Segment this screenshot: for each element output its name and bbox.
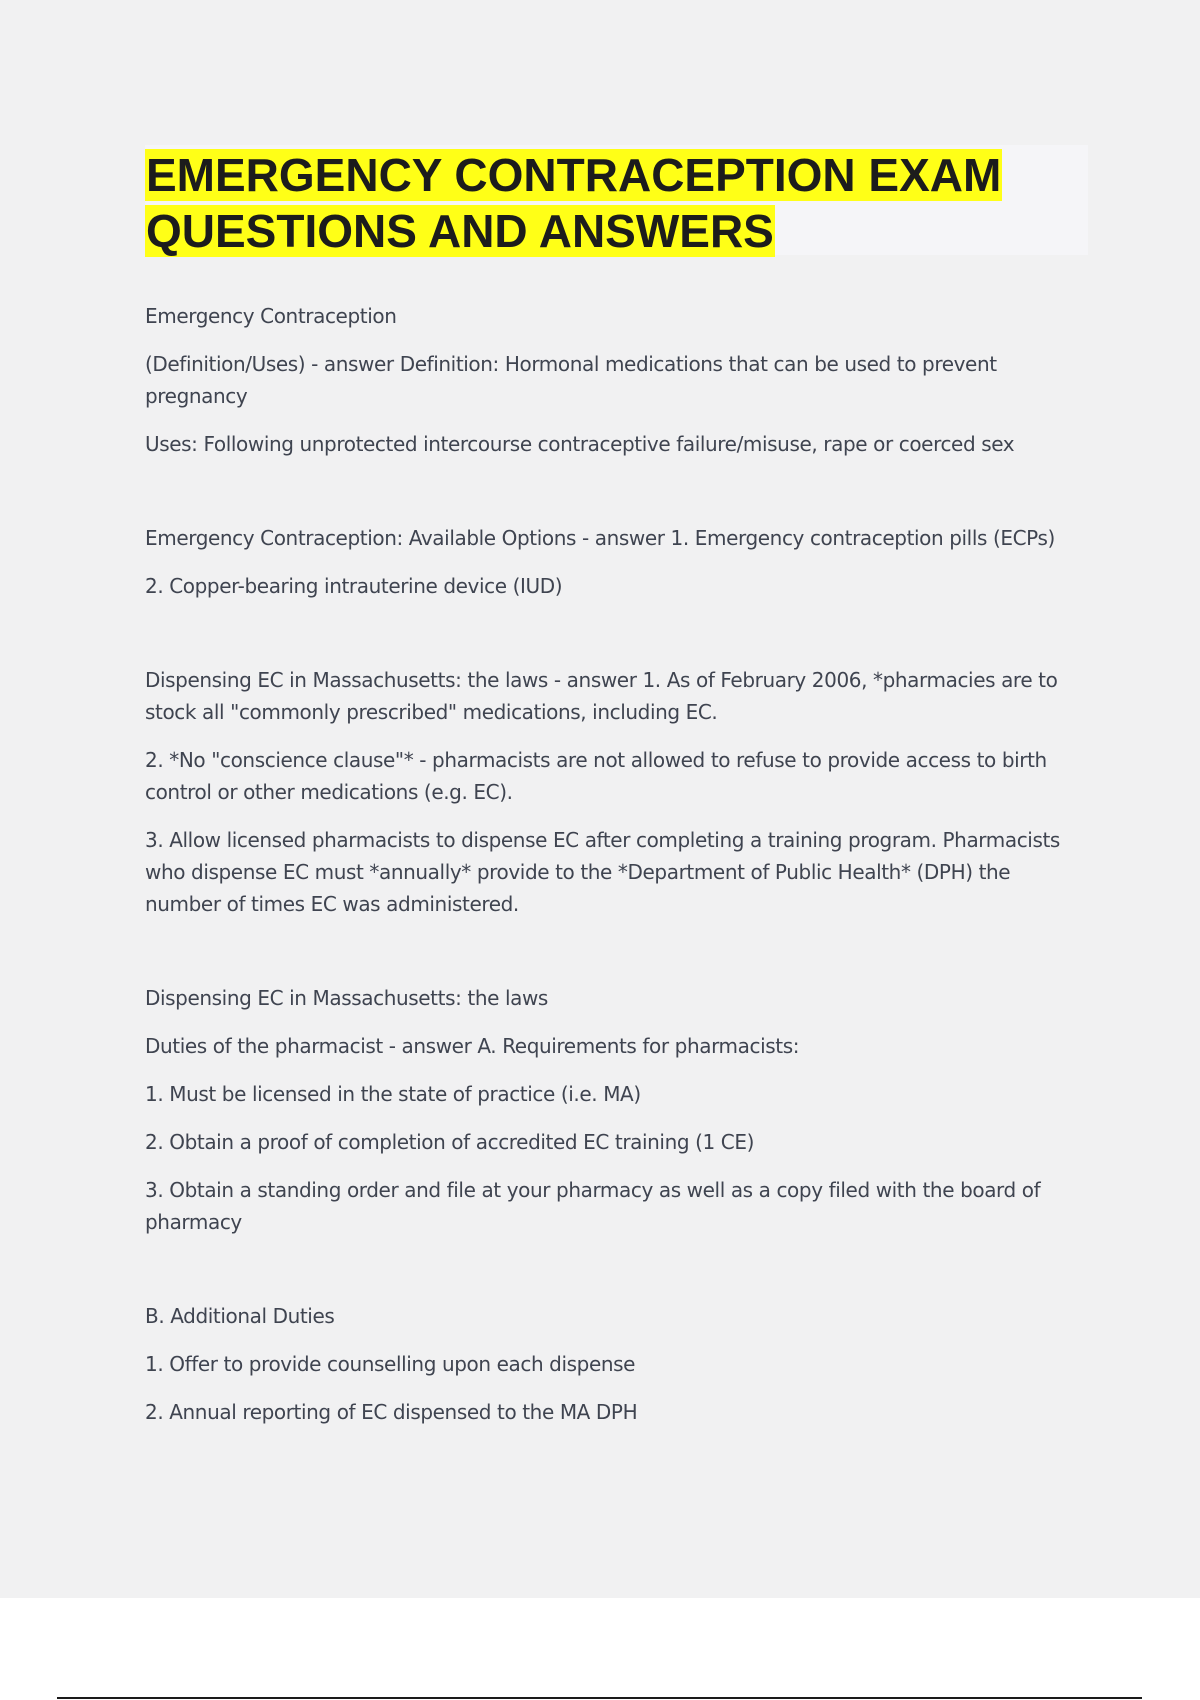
section-spacer	[145, 1254, 1075, 1300]
paragraph: B. Additional Duties	[145, 1304, 335, 1328]
title-line-1: EMERGENCY CONTRACEPTION EXAM	[146, 149, 1002, 201]
paragraph: 2. Annual reporting of EC dispensed to the MA DPH	[145, 1400, 638, 1424]
paragraph: Duties of the pharmacist - answer A. Requirements for pharmacists:	[145, 1034, 800, 1058]
paragraph: Dispensing EC in Massachusetts: the laws	[145, 986, 548, 1010]
page-divider	[57, 1697, 1142, 1699]
document-body	[145, 300, 1075, 1444]
title-line-2: QUESTIONS AND ANSWERS	[146, 205, 774, 257]
paragraph: 3. Allow licensed pharmacists to dispense EC after completing a training program. Pharmacists who dispense EC must *annually* provide to the *Department of Public Health* (DPH) the number of times EC was administered.	[145, 828, 1060, 916]
paragraph: 2. *No "conscience clause"* - pharmacists are not allowed to refuse to provide access to birth control or other medications (e.g. EC).	[145, 748, 1047, 804]
paragraph: 2. Obtain a proof of completion of accredited EC training (1 CE)	[145, 1130, 755, 1154]
paragraph: 1. Must be licensed in the state of practice (i.e. MA)	[145, 1082, 641, 1106]
section-spacer	[145, 936, 1075, 982]
section-spacer	[145, 476, 1075, 522]
paragraph: Uses: Following unprotected intercourse contraceptive failure/misuse, rape or coerced sex	[145, 432, 1015, 456]
section-spacer	[145, 618, 1075, 664]
paragraph: (Definition/Uses) - answer Definition: Hormonal medications that can be used to prevent pregnancy	[145, 352, 997, 408]
paragraph: Dispensing EC in Massachusetts: the laws - answer 1. As of February 2006, *pharmacies are to stock all "commonly prescribed" medications, including EC.	[145, 668, 1058, 724]
paragraph: Emergency Contraception	[145, 304, 397, 328]
paragraph: Emergency Contraception: Available Options - answer 1. Emergency contraception pills (ECPs)	[145, 526, 1055, 550]
paragraph: 2. Copper-bearing intrauterine device (IUD)	[145, 574, 563, 598]
paragraph: 3. Obtain a standing order and file at your pharmacy as well as a copy filed with the board of pharmacy	[145, 1178, 1041, 1234]
document-title	[145, 147, 1002, 259]
paragraph: 1. Offer to provide counselling upon each dispense	[145, 1352, 636, 1376]
